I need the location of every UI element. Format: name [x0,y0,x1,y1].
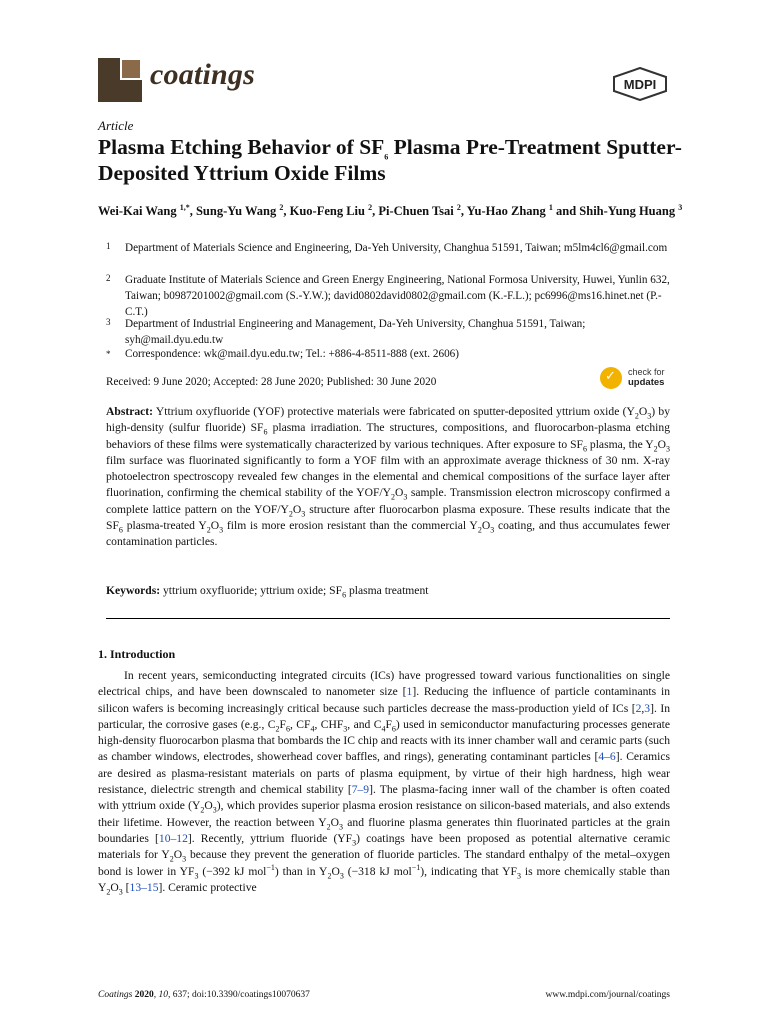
journal-name: coatings [150,58,255,91]
affiliation-1: 1 Department of Materials Science and Engineering, Da-Yeh University, Changhua 51591, Taiwan; m5lm4cl6@gmail.com [106,241,668,254]
keywords: Keywords: yttrium oxyfluoride; yttrium oxide; $SF_6$ plasma treatment [106,584,429,600]
section-heading: 1. Introduction [98,647,176,661]
article-type: Article [98,118,134,133]
footer-citation: Coatings 2020, 10, 637; doi:10.3390/coatings10070637 [98,990,310,1000]
mdpi-logo [612,67,668,101]
abstract: Abstract: Yttrium oxyfluoride (YOF) protective materials were fabricated on sputter-deposited yttrium oxide $(Y_2O_3)$ by high-density (sulfur fluoride) $SF_6$ plasma irradiation. The structures, compositions, and fluorocarbon-plasma etching behaviors of these films were systematically characterized by various techniques. After exposure to $SF_6$ plasma, the $Y_2O_3$ film surface was fluorinated significantly to form a YOF film with an approximate average thickness of 30 nm. X-ray photoelectron spectroscopy revealed few changes in the elemental and chemical compositions of the surface layer after fluorination, confirming the chemical stability of the YOF/$Y_2O_3$ sample. Transmission electron microscopy confirmed a complete lattice pattern on the YOF/$Y_2O_3$ structure after fluorocarbon plasma exposure. These results indicate that the $SF_6$ plasma-treated $Y_2O_3$ film is more erosion resistant than the commercial $Y_2O_3$ coating, and thus accumulates fewer contamination particles. [106,405,671,549]
author-list: Wei-Kai Wang $^{1,*}$, Sung-Yu Wang $^2$, Kuo-Feng Liu $^2$, Pi-Chuen Tsai $^2$, Yu-Hao Zhang $^1$ and Shih-Yung Huang $^3$ [98,202,683,218]
affiliation-3: 3 Department of Industrial Engineering and Management, Da-Yeh University, Changhua 51591, Taiwan; syh@mail.dyu.edu.tw [106,317,586,346]
affiliation-2: 2 Graduate Institute of Materials Science and Green Energy Engineering, National Formosa University, Huwei, Yunlin 632, Taiwan; b0987201002@gmail.com (S.-Y.W.); david0802david0802@gmail.com (K.-F.L.); pc6996@ms16.hinet.net (P.-C.T.) [106,273,670,318]
paper-title: Plasma Etching Behavior of $SF_6$ Plasma Pre-Treatment Sputter-Deposited Yttrium Oxide Films [98,135,682,185]
check-icon [600,367,622,389]
svg-text:MDPI: MDPI [623,77,657,92]
journal-logo [98,58,142,102]
footer-journal-link[interactable]: www.mdpi.com/journal/coatings [545,990,670,1000]
section-divider [106,618,670,619]
publication-dates: Received: 9 June 2020; Accepted: 28 June 2020; Published: 30 June 2020 [106,376,437,388]
introduction-text: In recent years, semiconducting integrated circuits (ICs) have progressed toward various functionalities on single electrical chips, and have been downscaled to nanometer size [1]. Reducing the influence of particle contaminants in silicon wafers is becoming increasingly critical because such particles decrease the mass-production yield of ICs [2,3]. In particular, the corrosive gases (e.g., $C_2F_6$, $CF_4$, $CHF_3$, and $C_4F_6$) used in semiconductor manufacturing processes generate high-density fluorocarbon plasma that bombards the IC chip and reacts with its inner chamber wall and ceramic parts (such as chamber windows, electrodes, showerhead cover baffles, and rings), generating contaminant particles [4–6]. Ceramics are desired as plasma-resistant materials on parts of plasma equipment, by virtue of their high hardness, high wear resistance, dielectric strength and chemical stability [7–9]. The plasma-facing inner wall of the chamber is often coated with yttrium oxide $(Y_2O_3)$, which provides superior plasma erosion resistance on silicon-based materials, and also extends their lifetime. However, the reaction between $Y_2O_3$ and fluorine plasma generates thin fluorinated particles at the grain boundaries [10–12]. Recently, yttrium fluoride $(YF_3)$ coatings have been proposed as potential alternative ceramic materials for $Y_2O_3$ because they prevent the generation of fluoride particles. The standard enthalpy of the metal–oxygen bond is lower in $YF_3$ (−392 kJ mol$^{-1}$) than in $Y_2O_3$ (−318 kJ mol$^{-1}$), indicating that $YF_3$ is more chemically stable than $Y_2O_3$ [13–15]. Ceramic protective [98,669,670,897]
check-for-updates-button[interactable]: ✓ check for updates [600,364,680,392]
correspondence: * Correspondence: wk@mail.dyu.edu.tw; Tel.: +886-4-8511-888 (ext. 2606) [106,348,459,360]
